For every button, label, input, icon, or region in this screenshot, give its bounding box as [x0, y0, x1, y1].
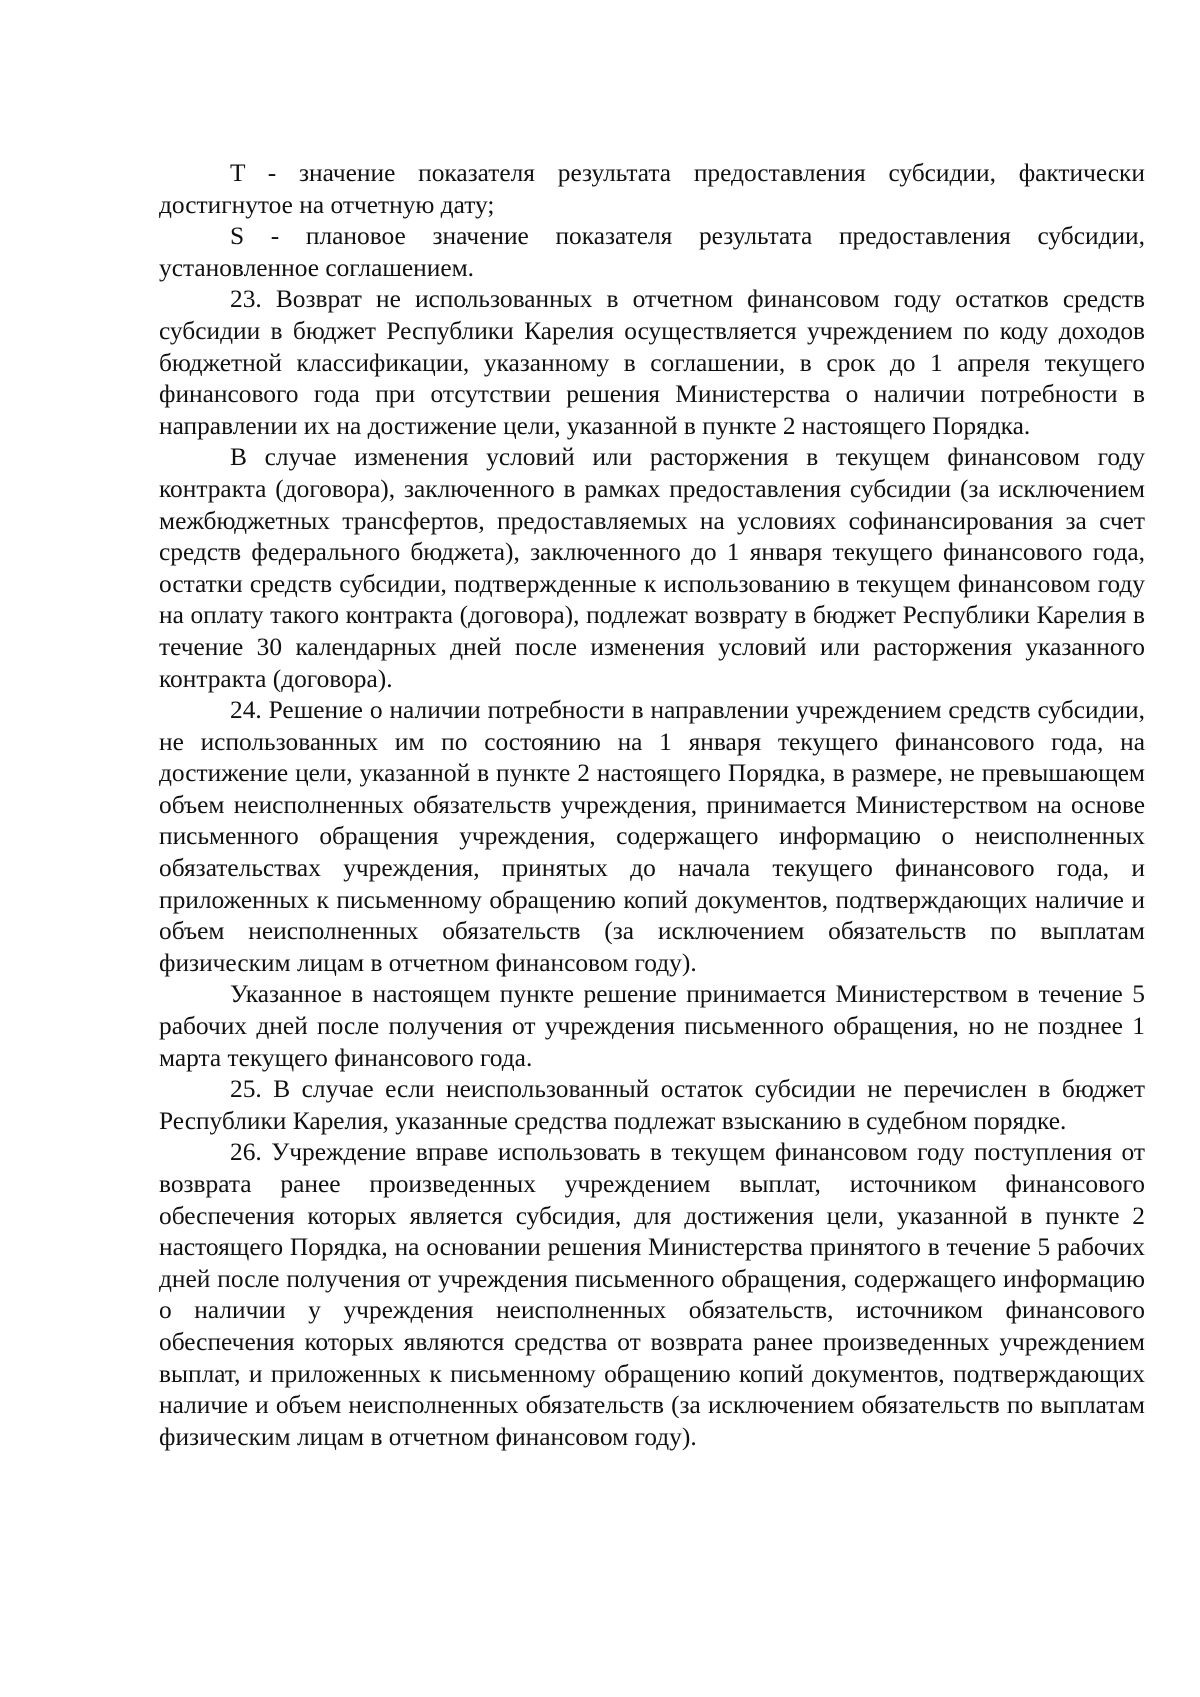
paragraph-clause-25: 25. В случае если неиспользованный остаток субсидии не перечислен в бюджет Республики Карелия, указанные средства подлежат взысканию в судебном порядке.: [159, 1075, 1145, 1135]
paragraph-clause-24: 24. Решение о наличии потребности в направлении учреждением средств субсидии, не использованных им по состоянию на 1 января текущего финансового года, на достижение цели, указанной в пункте 2 настоящего Порядка, в размере, не превышающем объем неисполненных обязательств учреждения, принимается Министерством на основе письменного обращения учреждения, содержащего информацию о неисполненных обязательствах учреждения, принятых до начала текущего финансового года, и приложенных к письменному обращению копий документов, подтверждающих наличие и объем неисполненных обязательств (за исключением обязательств по выплатам физическим лицам в отчетном финансовом году).: [159, 696, 1145, 977]
paragraph-t-definition: T - значение показателя результата предоставления субсидии, фактически достигнутое на отчетную дату;: [159, 159, 1145, 219]
paragraph-clause-23: 23. Возврат не использованных в отчетном финансовом году остатков средств субсидии в бюджет Республики Карелия осуществляется учреждением по коду доходов бюджетной классификации, указанному в соглашении, в срок до 1 апреля текущего финансового года при отсутствии решения Министерства о наличии потребности в направлении их на достижение цели, указанной в пункте 2 настоящего Порядка.: [159, 285, 1145, 440]
document-body: [159, 158, 1145, 1453]
paragraph-decision-term: Указанное в настоящем пункте решение принимается Министерством в течение 5 рабочих дней после получения от учреждения письменного обращения, но не позднее 1 марта текущего финансового года.: [159, 980, 1145, 1072]
paragraph-contract-change: В случае изменения условий или расторжения в текущем финансовом году контракта (договора), заключенного в рамках предоставления субсидии (за исключением межбюджетных трансфертов, предоставляемых на условиях софинансирования за счет средств федерального бюджета), заключенного до 1 января текущего финансового года, остатки средств субсидии, подтвержденные к использованию в текущем финансовом году на оплату такого контракта (договора), подлежат возврату в бюджет Республики Карелия в течение 30 календарных дней после изменения условий или расторжения указанного контракта (договора).: [159, 443, 1145, 693]
paragraph-s-definition: S - плановое значение показателя результата предоставления субсидии, установленное соглашением.: [159, 222, 1145, 282]
paragraph-clause-26: 26. Учреждение вправе использовать в текущем финансовом году поступления от возврата ранее произведенных учреждением выплат, источником финансового обеспечения которых является субсидия, для достижения цели, указанной в пункте 2 настоящего Порядка, на основании решения Министерства принятого в течение 5 рабочих дней после получения от учреждения письменного обращения, содержащего информацию о наличии у учреждения неисполненных обязательств, источником финансового обеспечения которых являются средства от возврата ранее произведенных учреждением выплат, и приложенных к письменному обращению копий документов, подтверждающих наличие и объем неисполненных обязательств (за исключением обязательств по выплатам физическим лицам в отчетном финансовом году).: [159, 1138, 1145, 1451]
